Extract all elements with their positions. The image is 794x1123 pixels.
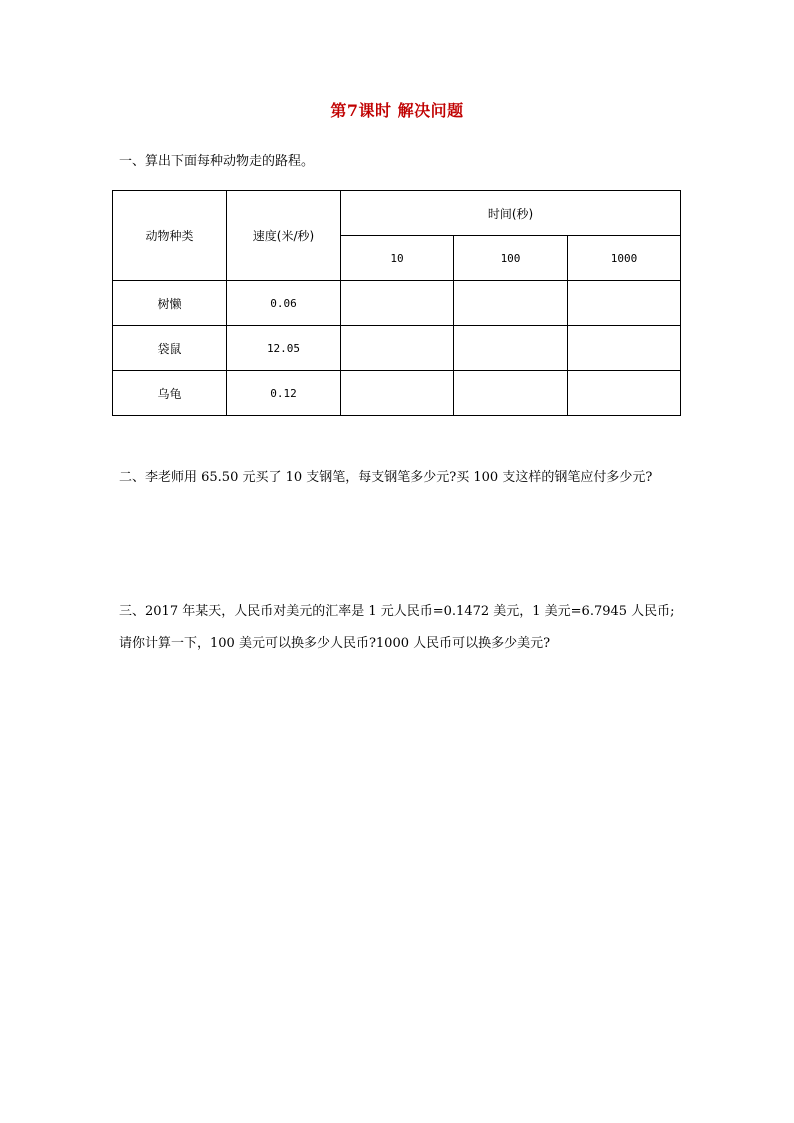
animal-name: 袋鼠 (113, 326, 227, 371)
answer-cell[interactable] (341, 371, 454, 416)
page-title: 第7课时 解决问题 (330, 101, 464, 120)
answer-cell[interactable] (454, 326, 568, 371)
answer-cell[interactable] (454, 281, 568, 326)
animal-name: 树懒 (113, 281, 227, 326)
animal-speed: 0.06 (227, 281, 341, 326)
answer-cell[interactable] (341, 326, 454, 371)
answer-cell[interactable] (568, 371, 681, 416)
answer-cell[interactable] (454, 371, 568, 416)
table-header-row (113, 191, 681, 236)
answer-cell[interactable] (341, 281, 454, 326)
table-row (113, 281, 681, 326)
header-time: 时间(秒) (341, 191, 681, 236)
answer-cell[interactable] (568, 326, 681, 371)
header-time-1000: 1000 (568, 236, 681, 281)
header-animal-type: 动物种类 (113, 191, 227, 281)
question-3-line-2: 请你计算一下，100 美元可以换多少人民币?1000 人民币可以换多少美元? (119, 636, 551, 651)
animal-name: 乌龟 (113, 371, 227, 416)
header-speed: 速度(米/秒) (227, 191, 341, 281)
table-row (113, 371, 681, 416)
animal-distance-table (112, 190, 681, 416)
header-time-10: 10 (341, 236, 454, 281)
question-1-text: 一、算出下面每种动物走的路程。 (119, 154, 315, 169)
question-2-text: 二、李老师用 65.50 元买了 10 支钢笔，每支钢笔多少元?买 100 支这样的钢笔应付多少元? (119, 470, 653, 485)
table-row (113, 326, 681, 371)
answer-cell[interactable] (568, 281, 681, 326)
header-time-100: 100 (454, 236, 568, 281)
question-3-line-1: 三、2017 年某天，人民币对美元的汇率是 1 元人民币=0.1472 美元，1 美元=6.7945 人民币; (119, 604, 675, 619)
animal-speed: 12.05 (227, 326, 341, 371)
animal-speed: 0.12 (227, 371, 341, 416)
